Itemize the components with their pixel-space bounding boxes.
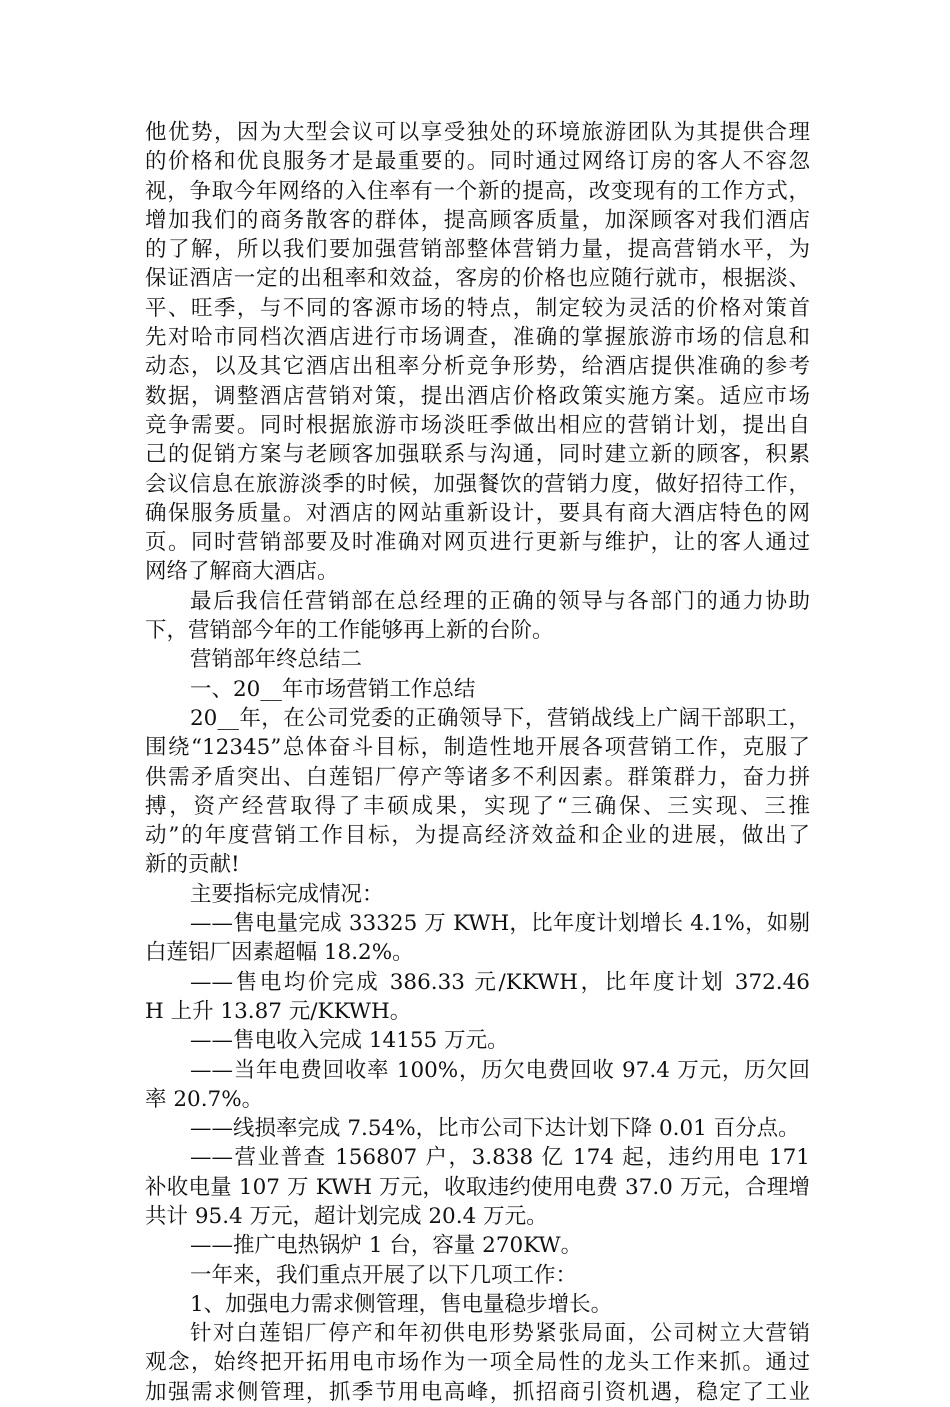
text-line: H 上升 13.87 元/KKWH。 [145, 998, 412, 1024]
text-line: 新的贡献! [145, 852, 240, 878]
text-line: 页。同时营销部要及时准确对网页进行更新与维护，让的客人通过 [145, 530, 810, 556]
text-line: ——推广电热锅炉 1 台，容量 270KW。 [190, 1233, 583, 1259]
text-line: 数据，调整酒店营销对策，提出酒店价格政策实施方案。适应市场 [145, 383, 810, 409]
text-line: 视，争取今年网络的入住率有一个新的提高，改变现有的工作方式， [145, 178, 810, 204]
text-line: ——线损率完成 7.54%，比市公司下达计划下降 0.01 百分点。 [190, 1116, 800, 1142]
document-body-text [145, 118, 810, 1407]
text-line: 确保服务质量。对酒店的网站重新设计，要具有商大酒店特色的网 [145, 500, 810, 526]
text-line: 一、20__年市场营销工作总结 [190, 676, 476, 702]
text-line: 的了解，所以我们要加强营销部整体营销力量，提高营销水平，为 [145, 237, 810, 263]
text-line: 动态，以及其它酒店出租率分析竞争形势，给酒店提供准确的参考 [145, 354, 810, 380]
text-line: 白莲铝厂因素超幅 18.2%。 [145, 940, 414, 966]
text-line: 竞争需要。同时根据旅游市场淡旺季做出相应的营销计划，提出自 [145, 412, 810, 438]
text-line: ——当年电费回收率 100%，历欠电费回收 97.4 万元，历欠回 [190, 1057, 810, 1083]
text-line: 最后我信任营销部在总经理的正确的领导与各部门的通力协助 [190, 588, 810, 614]
text-line: 主要指标完成情况： [190, 881, 384, 907]
text-line: 会议信息在旅游淡季的时候，加强餐饮的营销力度，做好招待工作， [145, 471, 810, 497]
text-line: ——营业普查 156807 户，3.838 亿 174 起，违约用电 171 [190, 1145, 810, 1171]
text-line: 己的促销方案与老顾客加强联系与沟通，同时建立新的顾客，积累 [145, 442, 810, 468]
text-line: 他优势，因为大型会议可以享受独处的环境旅游团队为其提供合理 [145, 120, 810, 145]
text-line: 加强需求侧管理，抓季节用电高峰，抓招商引资机遇，稳定了工业 [145, 1379, 810, 1405]
text-line: 动”的年度营销工作目标，为提高经济效益和企业的进展，做出了 [145, 823, 810, 849]
text-line: 供需矛盾突出、白莲铝厂停产等诸多不利因素。群策群力，奋力拼 [145, 764, 810, 790]
text-line: 共计 95.4 万元，超计划完成 20.4 万元。 [145, 1203, 548, 1229]
text-line: 下，营销部今年的工作能够再上新的台阶。 [145, 618, 554, 644]
text-line: 1、加强电力需求侧管理，售电量稳步增长。 [190, 1291, 613, 1317]
text-line: 增加我们的商务散客的群体，提高顾客质量，加深顾客对我们酒店 [145, 207, 810, 233]
text-line: 营销部年终总结二 [190, 647, 363, 673]
text-line: 的价格和优良服务才是最重要的。同时通过网络订房的客人不容忽 [145, 149, 810, 175]
text-line: 网络了解商大酒店。 [145, 559, 339, 585]
text-line: 观念，始终把开拓用电市场作为一项全局性的龙头工作来抓。通过 [145, 1350, 810, 1376]
text-line: ——售电均价完成 386.33 元/KKWH，比年度计划 372.46 [190, 969, 810, 995]
text-line: 保证酒店一定的出租率和效益，客房的价格也应随行就市，根据淡、 [145, 266, 810, 292]
text-line: 针对白莲铝厂停产和年初供电形势紧张局面，公司树立大营销 [190, 1321, 810, 1347]
text-line: 围绕“12345”总体奋斗目标，制造性地开展各项营销工作，克服了 [145, 735, 810, 761]
text-line: 平、旺季，与不同的客源市场的特点，制定较为灵活的价格对策首 [145, 295, 810, 321]
text-line: 搏，资产经营取得了丰硕成果，实现了“三确保、三实现、三推 [145, 793, 810, 819]
text-line: 20__年，在公司党委的正确领导下，营销战线上广阔干部职工， [190, 705, 810, 731]
text-line: ——售电收入完成 14155 万元。 [190, 1028, 509, 1054]
text-line: 先对哈市同档次酒店进行市场调查，准确的掌握旅游市场的信息和 [145, 325, 810, 351]
text-line: 一年来，我们重点开展了以下几项工作： [190, 1262, 578, 1288]
text-line: 补收电量 107 万 KWH 万元，收取违约使用电费 37.0 万元，合理增 [145, 1174, 810, 1200]
text-line: ——售电量完成 33325 万 KWH，比年度计划增长 4.1%，如剔 [190, 911, 810, 937]
text-line: 率 20.7%。 [145, 1086, 264, 1112]
